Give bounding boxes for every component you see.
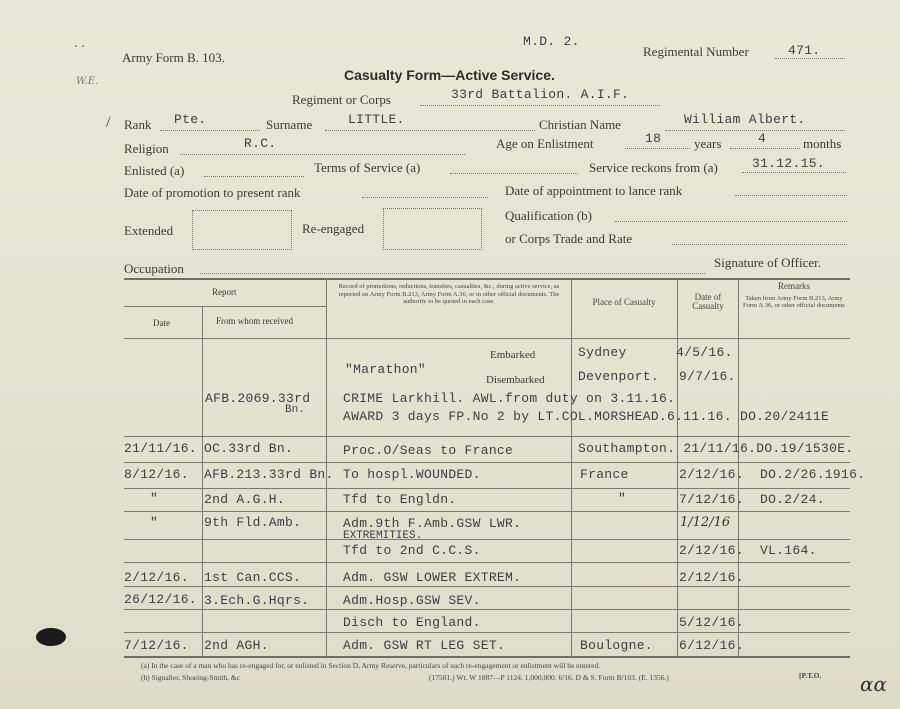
col-rule-3 — [571, 278, 572, 656]
footnote-a: (a) In the case of a man who has re-engaged for, or enlisted in Section D, Army Reserve, particulars of such re-engagement or enlistment will be entered. — [141, 661, 601, 670]
row-rule-4 — [124, 511, 850, 512]
print-code: (17501.) Wt. W 1887—P 1124. 1,000,000. 6/16. D & S. Form B/103. (E. 1356.) — [429, 673, 669, 682]
footnote-b: (b) Signaller, Shoeing-Smith, &c — [141, 673, 241, 682]
corps-trade-line — [672, 244, 847, 245]
promotion-label: Date of promotion to present rank — [124, 185, 301, 200]
christian-name-label: Christian Name — [539, 117, 621, 132]
regimental-number-label: Regimental Number — [643, 44, 749, 59]
enlisted-label: Enlisted (a) — [124, 163, 185, 178]
date-cell: " — [150, 515, 159, 530]
surname-line — [325, 130, 535, 131]
table-bottom-rule — [124, 656, 850, 658]
date-cell: 2/12/16. — [124, 570, 189, 585]
record-cell: Adm.9th F.Amb.GSW LWR. — [343, 516, 522, 531]
rank-line — [160, 130, 260, 131]
disembarked-place: Devenport. — [578, 369, 660, 384]
from-cell: 1st Can.CCS. — [204, 570, 302, 585]
qualification-line — [615, 221, 847, 222]
terms-line — [450, 173, 578, 174]
record-cell: Tfd to 2nd C.C.S. — [343, 543, 481, 558]
place-header: Place of Casualty — [592, 297, 656, 307]
from-cell: AFB.213.33rd Bn. — [204, 467, 334, 482]
remarks-header: Remarks — [778, 281, 810, 291]
age-months-line — [730, 148, 800, 149]
extended-box — [192, 210, 292, 250]
qualification-label: Qualification (b) — [505, 208, 592, 223]
service-reckons-label: Service reckons from (a) — [589, 160, 718, 175]
row-rule-7 — [124, 586, 850, 587]
table-header-rule — [124, 338, 850, 339]
form-title: Casualty Form—Active Service. — [344, 67, 555, 83]
date-header: Date — [153, 318, 170, 328]
from-whom-header: From whom received — [216, 316, 293, 326]
embarked-label: Embarked — [490, 349, 536, 361]
place-cell: Boulogne. — [580, 638, 653, 653]
md-label: M.D. 2. — [523, 34, 580, 49]
army-form-label: Army Form B. 103. — [122, 50, 225, 65]
col-rule-4 — [677, 278, 678, 656]
ship-name: "Marathon" — [345, 362, 427, 377]
from-cell-cont: Bn. — [285, 404, 305, 416]
remarks-subheader: Taken from Army Form B.213, Army Form A.36, or other official documents — [743, 295, 845, 309]
service-reckons-value: 31.12.15. — [752, 156, 825, 171]
age-months-value: 4 — [758, 131, 767, 146]
date-cell: " — [150, 491, 159, 506]
date-casualty-cell: 2/12/16. — [679, 467, 744, 482]
corner-mark: ⋅ ⋅ — [74, 40, 86, 53]
row-rule-8 — [124, 609, 850, 610]
date-casualty-cell: 2/12/16. — [679, 570, 744, 585]
date-casualty-cell: 7/12/16. — [679, 492, 744, 507]
row-rule-5 — [124, 539, 850, 540]
enlisted-line — [204, 176, 304, 177]
remarks-cell: DO.2/24. — [760, 492, 825, 507]
regimental-number-value: 471. — [788, 43, 821, 58]
regimental-number-line — [775, 58, 845, 59]
reengaged-box — [383, 208, 482, 250]
service-reckons-line — [742, 172, 846, 173]
date-casualty-cell: 2/12/16. — [679, 543, 744, 558]
disembarked-label: Disembarked — [486, 374, 545, 386]
record-cell-cont: AWARD 3 days FP.No 2 by LT.COL.MORSHEAD.6.11.16. DO.20/2411E — [343, 409, 830, 424]
embarked-place: Sydney — [578, 345, 627, 360]
date-cell: 7/12/16. — [124, 638, 189, 653]
lance-rank-label: Date of appointment to lance rank — [505, 183, 683, 198]
from-cell: OC.33rd Bn. — [204, 441, 294, 456]
regiment-label: Regiment or Corps — [292, 92, 391, 107]
record-cell: Adm.Hosp.GSW SEV. — [343, 593, 481, 608]
from-cell: AFB.2069.33rd — [205, 391, 311, 406]
disembarked-date: 9/7/16. — [679, 369, 736, 384]
col-rule-1 — [202, 306, 203, 656]
record-header: Record of promotions, reductions, transfers, casualties, &c., during active service, as reported on Army Form B.213, Army Form A.36, or in other official documents. The authority to be quoted in each case. — [338, 283, 560, 305]
from-cell: 2nd AGH. — [204, 638, 269, 653]
date-casualty-cell: 1/12/16 — [680, 515, 731, 530]
corps-trade-label: or Corps Trade and Rate — [505, 231, 633, 246]
from-cell: 2nd A.G.H. — [204, 492, 286, 507]
terms-label: Terms of Service (a) — [314, 160, 421, 175]
date-cell: 21/11/16. — [124, 441, 197, 456]
regiment-line — [420, 105, 660, 106]
record-cell: To hospl.WOUNDED. — [343, 467, 481, 482]
religion-label: Religion — [124, 141, 169, 156]
record-cell: Adm. GSW LOWER EXTREM. — [343, 570, 522, 585]
reengaged-label: Re-engaged — [302, 221, 365, 236]
place-cell: " — [618, 491, 627, 506]
record-cell: Adm. GSW RT LEG SET. — [343, 638, 506, 653]
age-years-line — [625, 148, 690, 149]
regiment-value: 33rd Battalion. A.I.F. — [451, 87, 630, 102]
date-casualty-cell: 5/12/16. — [679, 615, 744, 630]
record-cell: Proc.O/Seas to France — [343, 443, 514, 458]
punch-hole — [36, 628, 66, 646]
record-cell: Disch to England. — [343, 615, 481, 630]
age-label: Age on Enlistment — [496, 136, 594, 151]
row-rule-9 — [124, 632, 850, 633]
table-top-rule — [124, 278, 850, 280]
pto-label: [P.T.O. — [799, 671, 822, 680]
embarked-date: 4/5/16. — [676, 345, 733, 360]
record-cell: Tfd to Engldn. — [343, 492, 457, 507]
corner-note: W.E. — [76, 76, 99, 87]
years-label: years — [694, 136, 722, 151]
initials-mark: αα — [860, 672, 888, 696]
rank-value: Pte. — [174, 112, 207, 127]
surname-value: LITTLE. — [348, 112, 405, 127]
date-casualty-cell: 6/12/16. — [679, 638, 744, 653]
religion-line — [180, 154, 465, 155]
place-cell: Southampton. 21/11/16.DO.19/1530E. — [578, 441, 854, 456]
margin-mark: / — [106, 114, 111, 131]
promotion-line — [362, 197, 488, 198]
report-subheader-rule — [124, 306, 326, 307]
report-header: Report — [212, 287, 237, 297]
from-cell: 9th Fld.Amb. — [204, 515, 302, 530]
row-rule-1 — [124, 436, 850, 437]
age-years-value: 18 — [645, 131, 662, 146]
christian-name-line — [665, 130, 845, 131]
occupation-label: Occupation — [124, 261, 184, 276]
remarks-cell: DO.2/26.1916. — [760, 467, 866, 482]
lance-rank-line — [735, 195, 847, 196]
from-cell: 3.Ech.G.Hqrs. — [204, 593, 310, 608]
extended-label: Extended — [124, 223, 174, 238]
date-cell: 8/12/16. — [124, 467, 189, 482]
date-cell: 26/12/16. — [124, 592, 197, 607]
signature-label: Signature of Officer. — [714, 255, 821, 270]
rank-label: Rank — [124, 117, 152, 132]
row-rule-2 — [124, 462, 850, 463]
record-cell-cont: EXTREMITIES. — [343, 530, 423, 542]
remarks-cell: VL.164. — [760, 543, 817, 558]
occupation-line — [200, 273, 705, 274]
place-cell: France — [580, 467, 629, 482]
christian-name-value: William Albert. — [684, 112, 806, 127]
months-label: months — [803, 136, 842, 151]
surname-label: Surname — [266, 117, 313, 132]
date-casualty-header: Date of Casualty — [692, 292, 724, 311]
row-rule-3 — [124, 488, 850, 489]
row-rule-6 — [124, 562, 850, 563]
record-cell: CRIME Larkhill. AWL.from duty on 3.11.16. — [343, 391, 676, 406]
religion-value: R.C. — [244, 136, 277, 151]
